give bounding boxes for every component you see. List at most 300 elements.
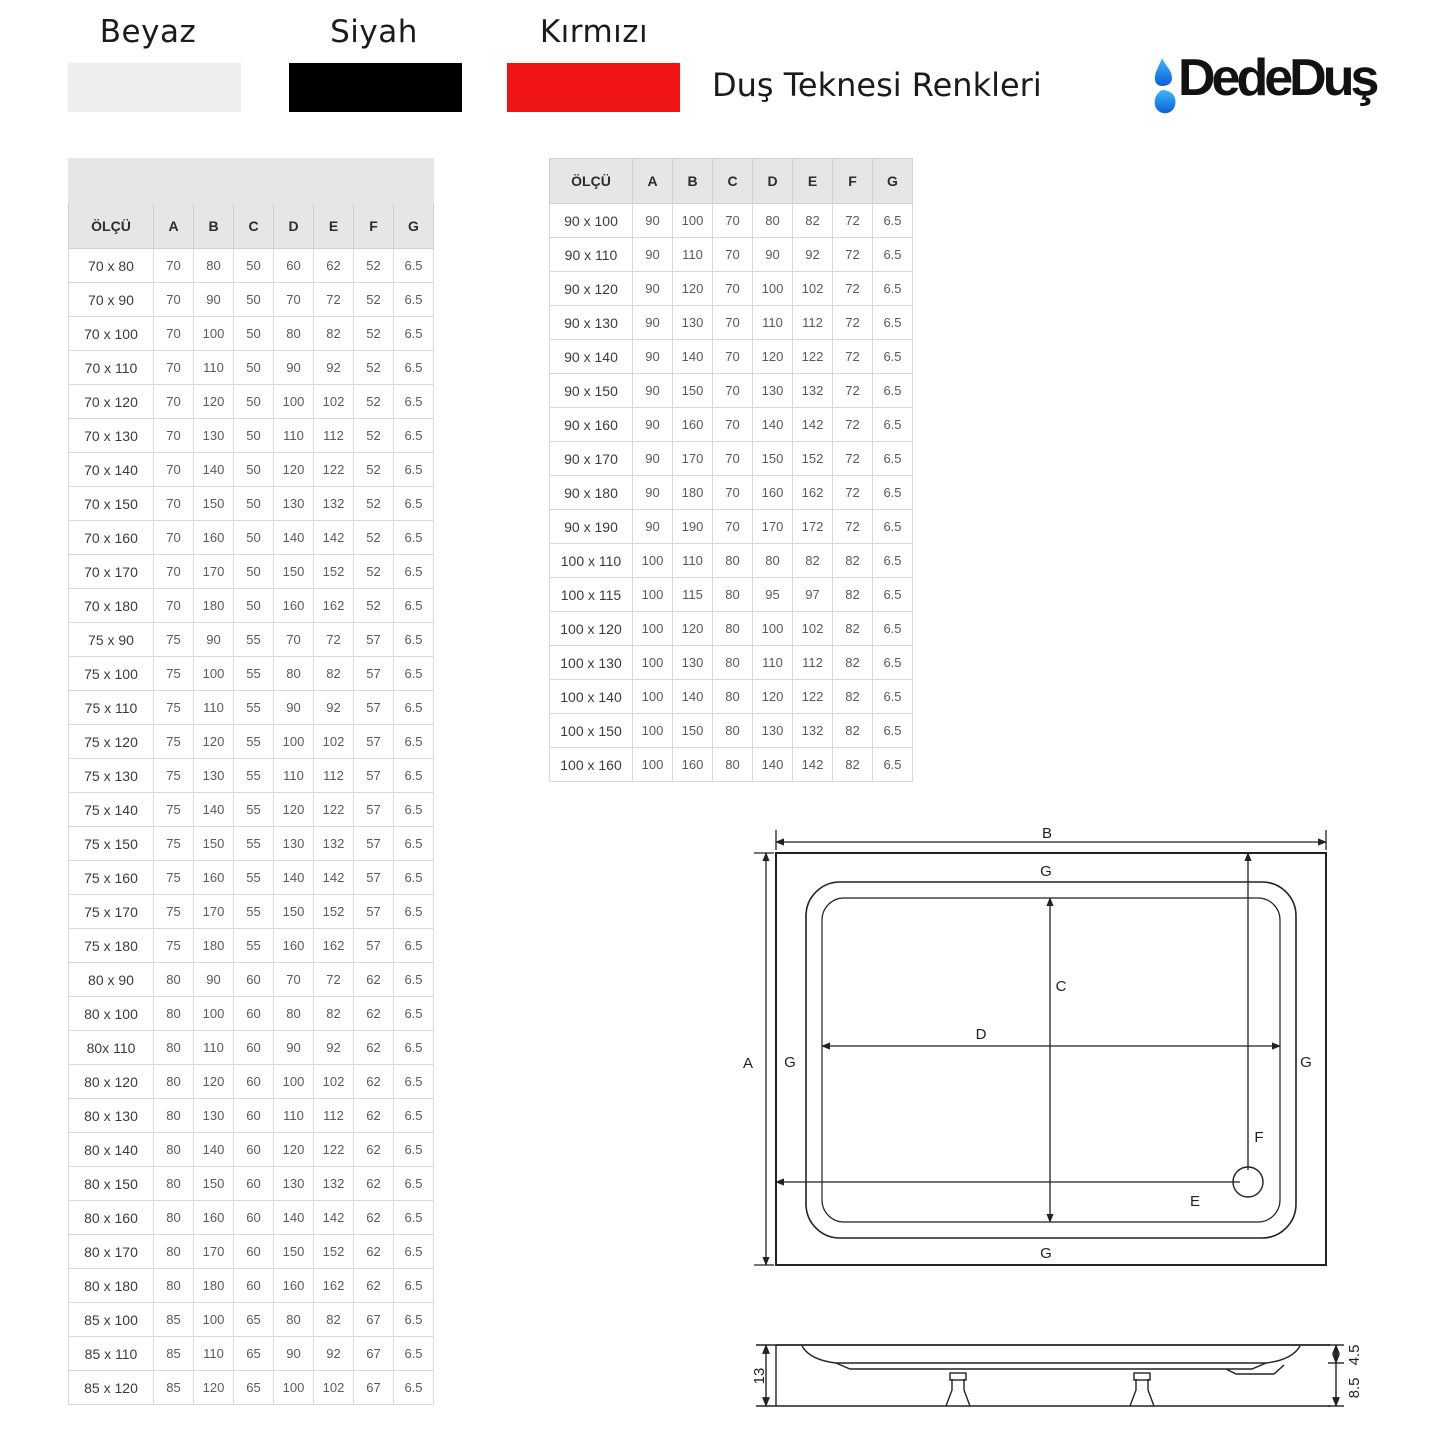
- value-cell: 152: [314, 1235, 354, 1269]
- value-cell: 80: [713, 748, 753, 782]
- table-row: [69, 1065, 434, 1099]
- value-cell: 55: [234, 759, 274, 793]
- value-cell: 6.5: [394, 623, 434, 657]
- column-header: A: [633, 159, 673, 204]
- table-row: [69, 963, 434, 997]
- value-cell: 52: [354, 453, 394, 487]
- value-cell: 60: [234, 1167, 274, 1201]
- value-cell: 100: [633, 748, 673, 782]
- value-cell: 6.5: [394, 1133, 434, 1167]
- value-cell: 6.5: [873, 646, 913, 680]
- value-cell: 6.5: [873, 544, 913, 578]
- value-cell: 92: [314, 351, 354, 385]
- size-table-right: [549, 158, 913, 782]
- value-cell: 152: [314, 895, 354, 929]
- value-cell: 92: [314, 691, 354, 725]
- value-cell: 6.5: [873, 510, 913, 544]
- value-cell: 80: [713, 680, 753, 714]
- value-cell: 52: [354, 419, 394, 453]
- table-row: [550, 544, 913, 578]
- size-cell: 90 x 110: [550, 238, 633, 272]
- value-cell: 6.5: [394, 555, 434, 589]
- value-cell: 112: [314, 759, 354, 793]
- value-cell: 57: [354, 691, 394, 725]
- value-cell: 90: [633, 374, 673, 408]
- size-cell: 70 x 120: [69, 385, 154, 419]
- value-cell: 140: [274, 521, 314, 555]
- size-cell: 70 x 170: [69, 555, 154, 589]
- value-cell: 120: [274, 453, 314, 487]
- value-cell: 57: [354, 895, 394, 929]
- value-cell: 6.5: [394, 725, 434, 759]
- value-cell: 120: [753, 340, 793, 374]
- size-cell: 70 x 150: [69, 487, 154, 521]
- value-cell: 50: [234, 249, 274, 283]
- value-cell: 70: [154, 351, 194, 385]
- value-cell: 6.5: [394, 1337, 434, 1371]
- value-cell: 170: [673, 442, 713, 476]
- value-cell: 162: [314, 1269, 354, 1303]
- value-cell: 82: [314, 657, 354, 691]
- value-cell: 90: [633, 340, 673, 374]
- value-cell: 110: [194, 351, 234, 385]
- value-cell: 180: [673, 476, 713, 510]
- value-cell: 67: [354, 1371, 394, 1405]
- value-cell: 100: [753, 612, 793, 646]
- swatch-white: [68, 63, 241, 112]
- value-cell: 80: [753, 544, 793, 578]
- value-cell: 90: [194, 963, 234, 997]
- value-cell: 82: [793, 204, 833, 238]
- size-cell: 70 x 140: [69, 453, 154, 487]
- value-cell: 82: [833, 680, 873, 714]
- value-cell: 55: [234, 793, 274, 827]
- value-cell: 140: [194, 1133, 234, 1167]
- value-cell: 6.5: [394, 793, 434, 827]
- value-cell: 80: [274, 317, 314, 351]
- value-cell: 50: [234, 419, 274, 453]
- value-cell: 110: [274, 1099, 314, 1133]
- value-cell: 72: [314, 283, 354, 317]
- column-header: G: [873, 159, 913, 204]
- value-cell: 50: [234, 589, 274, 623]
- size-cell: 85 x 100: [69, 1303, 154, 1337]
- value-cell: 75: [154, 793, 194, 827]
- table-row: [69, 249, 434, 283]
- value-cell: 6.5: [394, 317, 434, 351]
- value-cell: 80: [154, 997, 194, 1031]
- size-cell: 80 x 170: [69, 1235, 154, 1269]
- value-cell: 70: [274, 623, 314, 657]
- value-cell: 6.5: [394, 657, 434, 691]
- value-cell: 82: [314, 317, 354, 351]
- table-row: [69, 317, 434, 351]
- value-cell: 82: [314, 1303, 354, 1337]
- value-cell: 6.5: [394, 385, 434, 419]
- size-cell: 100 x 120: [550, 612, 633, 646]
- size-cell: 80 x 180: [69, 1269, 154, 1303]
- value-cell: 6.5: [394, 1269, 434, 1303]
- value-cell: 102: [314, 1371, 354, 1405]
- value-cell: 70: [713, 476, 753, 510]
- size-cell: 100 x 130: [550, 646, 633, 680]
- value-cell: 57: [354, 657, 394, 691]
- table-row: [550, 748, 913, 782]
- value-cell: 142: [314, 521, 354, 555]
- value-cell: 80: [713, 544, 753, 578]
- value-cell: 90: [274, 691, 314, 725]
- side-dim-top: 4.5: [1346, 1344, 1363, 1366]
- diagram-label-g-bottom: G: [1040, 1245, 1052, 1262]
- value-cell: 6.5: [394, 1303, 434, 1337]
- value-cell: 150: [194, 1167, 234, 1201]
- value-cell: 160: [194, 521, 234, 555]
- value-cell: 62: [314, 249, 354, 283]
- size-cell: 70 x 160: [69, 521, 154, 555]
- table-row: [69, 283, 434, 317]
- column-header: ÖLÇÜ: [550, 159, 633, 204]
- table-header-row: [69, 204, 434, 249]
- value-cell: 62: [354, 1167, 394, 1201]
- value-cell: 140: [194, 793, 234, 827]
- value-cell: 152: [793, 442, 833, 476]
- value-cell: 70: [154, 317, 194, 351]
- value-cell: 112: [314, 419, 354, 453]
- column-header: B: [194, 204, 234, 249]
- value-cell: 6.5: [394, 929, 434, 963]
- value-cell: 132: [314, 827, 354, 861]
- table-row: [69, 1167, 434, 1201]
- value-cell: 130: [274, 1167, 314, 1201]
- value-cell: 162: [314, 589, 354, 623]
- value-cell: 130: [673, 646, 713, 680]
- value-cell: 70: [713, 408, 753, 442]
- value-cell: 140: [274, 1201, 314, 1235]
- value-cell: 110: [673, 238, 713, 272]
- table-row: [69, 759, 434, 793]
- value-cell: 72: [833, 510, 873, 544]
- value-cell: 57: [354, 725, 394, 759]
- value-cell: 82: [833, 544, 873, 578]
- value-cell: 70: [154, 521, 194, 555]
- value-cell: 100: [194, 1303, 234, 1337]
- value-cell: 180: [194, 929, 234, 963]
- size-cell: 90 x 100: [550, 204, 633, 238]
- value-cell: 100: [274, 1065, 314, 1099]
- value-cell: 65: [234, 1371, 274, 1405]
- value-cell: 100: [753, 272, 793, 306]
- value-cell: 6.5: [394, 487, 434, 521]
- value-cell: 6.5: [873, 306, 913, 340]
- value-cell: 130: [194, 419, 234, 453]
- value-cell: 6.5: [394, 521, 434, 555]
- value-cell: 160: [274, 929, 314, 963]
- value-cell: 55: [234, 861, 274, 895]
- value-cell: 110: [753, 306, 793, 340]
- value-cell: 110: [673, 544, 713, 578]
- value-cell: 112: [793, 646, 833, 680]
- value-cell: 70: [274, 963, 314, 997]
- value-cell: 80: [154, 1133, 194, 1167]
- table-row: [550, 714, 913, 748]
- value-cell: 140: [194, 453, 234, 487]
- value-cell: 120: [673, 612, 713, 646]
- value-cell: 6.5: [394, 1371, 434, 1405]
- value-cell: 102: [314, 385, 354, 419]
- size-cell: 85 x 110: [69, 1337, 154, 1371]
- value-cell: 62: [354, 1235, 394, 1269]
- value-cell: 80: [274, 997, 314, 1031]
- value-cell: 90: [633, 306, 673, 340]
- value-cell: 75: [154, 895, 194, 929]
- size-cell: 75 x 110: [69, 691, 154, 725]
- value-cell: 65: [234, 1337, 274, 1371]
- value-cell: 50: [234, 521, 274, 555]
- value-cell: 160: [673, 748, 713, 782]
- page-title: Duş Teknesi Renkleri: [712, 66, 1042, 104]
- brand-logo: [1152, 49, 1382, 120]
- value-cell: 70: [154, 487, 194, 521]
- size-cell: 75 x 130: [69, 759, 154, 793]
- table-row: [550, 408, 913, 442]
- value-cell: 6.5: [394, 1099, 434, 1133]
- value-cell: 80: [713, 714, 753, 748]
- value-cell: 100: [633, 612, 673, 646]
- value-cell: 72: [314, 963, 354, 997]
- value-cell: 92: [793, 238, 833, 272]
- column-header: B: [673, 159, 713, 204]
- size-cell: 90 x 160: [550, 408, 633, 442]
- value-cell: 52: [354, 249, 394, 283]
- value-cell: 70: [274, 283, 314, 317]
- value-cell: 55: [234, 657, 274, 691]
- value-cell: 90: [274, 1031, 314, 1065]
- value-cell: 122: [793, 680, 833, 714]
- value-cell: 160: [753, 476, 793, 510]
- value-cell: 80: [154, 1031, 194, 1065]
- table-row: [69, 1201, 434, 1235]
- value-cell: 140: [274, 861, 314, 895]
- table-row: [69, 1269, 434, 1303]
- value-cell: 170: [194, 555, 234, 589]
- value-cell: 6.5: [873, 612, 913, 646]
- value-cell: 67: [354, 1337, 394, 1371]
- value-cell: 90: [633, 476, 673, 510]
- size-cell: 70 x 80: [69, 249, 154, 283]
- value-cell: 90: [633, 442, 673, 476]
- value-cell: 6.5: [394, 1201, 434, 1235]
- value-cell: 132: [793, 714, 833, 748]
- value-cell: 6.5: [394, 453, 434, 487]
- value-cell: 142: [793, 408, 833, 442]
- table-row: [69, 1303, 434, 1337]
- size-cell: 75 x 140: [69, 793, 154, 827]
- value-cell: 72: [833, 374, 873, 408]
- size-cell: 80 x 130: [69, 1099, 154, 1133]
- value-cell: 6.5: [873, 238, 913, 272]
- value-cell: 100: [194, 997, 234, 1031]
- value-cell: 75: [154, 623, 194, 657]
- column-header: A: [154, 204, 194, 249]
- size-cell: 90 x 120: [550, 272, 633, 306]
- value-cell: 140: [673, 680, 713, 714]
- column-header: ÖLÇÜ: [69, 204, 154, 249]
- table-row: [69, 1337, 434, 1371]
- value-cell: 57: [354, 929, 394, 963]
- column-header: E: [314, 204, 354, 249]
- value-cell: 62: [354, 1201, 394, 1235]
- size-cell: 100 x 115: [550, 578, 633, 612]
- value-cell: 115: [673, 578, 713, 612]
- value-cell: 100: [633, 544, 673, 578]
- value-cell: 90: [274, 1337, 314, 1371]
- value-cell: 160: [194, 861, 234, 895]
- value-cell: 82: [833, 748, 873, 782]
- value-cell: 70: [154, 283, 194, 317]
- value-cell: 110: [194, 691, 234, 725]
- value-cell: 110: [194, 1337, 234, 1371]
- value-cell: 80: [274, 1303, 314, 1337]
- value-cell: 60: [234, 1201, 274, 1235]
- value-cell: 6.5: [873, 578, 913, 612]
- value-cell: 50: [234, 487, 274, 521]
- value-cell: 72: [833, 204, 873, 238]
- value-cell: 80: [154, 1201, 194, 1235]
- value-cell: 122: [793, 340, 833, 374]
- value-cell: 90: [633, 510, 673, 544]
- value-cell: 140: [673, 340, 713, 374]
- value-cell: 85: [154, 1371, 194, 1405]
- value-cell: 130: [753, 714, 793, 748]
- value-cell: 62: [354, 1099, 394, 1133]
- value-cell: 122: [314, 453, 354, 487]
- value-cell: 80: [274, 657, 314, 691]
- value-cell: 75: [154, 759, 194, 793]
- size-cell: 85 x 120: [69, 1371, 154, 1405]
- value-cell: 70: [154, 419, 194, 453]
- value-cell: 6.5: [394, 351, 434, 385]
- value-cell: 97: [793, 578, 833, 612]
- value-cell: 82: [833, 646, 873, 680]
- value-cell: 130: [274, 487, 314, 521]
- value-cell: 75: [154, 929, 194, 963]
- table-row: [550, 646, 913, 680]
- value-cell: 82: [314, 997, 354, 1031]
- value-cell: 102: [793, 272, 833, 306]
- value-cell: 52: [354, 589, 394, 623]
- size-cell: 70 x 100: [69, 317, 154, 351]
- table-row: [69, 997, 434, 1031]
- diagram-label-g-left: G: [784, 1054, 796, 1071]
- value-cell: 6.5: [394, 249, 434, 283]
- value-cell: 100: [633, 646, 673, 680]
- value-cell: 60: [234, 1133, 274, 1167]
- value-cell: 100: [633, 714, 673, 748]
- value-cell: 150: [753, 442, 793, 476]
- column-header: G: [394, 204, 434, 249]
- value-cell: 60: [234, 1269, 274, 1303]
- value-cell: 140: [753, 408, 793, 442]
- value-cell: 112: [793, 306, 833, 340]
- value-cell: 102: [314, 1065, 354, 1099]
- diagram-label-a: A: [742, 1055, 754, 1072]
- value-cell: 6.5: [394, 1235, 434, 1269]
- value-cell: 142: [793, 748, 833, 782]
- swatch-black: [289, 63, 462, 112]
- value-cell: 110: [753, 646, 793, 680]
- value-cell: 65: [234, 1303, 274, 1337]
- value-cell: 6.5: [873, 714, 913, 748]
- value-cell: 62: [354, 997, 394, 1031]
- value-cell: 170: [753, 510, 793, 544]
- value-cell: 82: [793, 544, 833, 578]
- value-cell: 72: [833, 306, 873, 340]
- value-cell: 6.5: [394, 827, 434, 861]
- table-row: [550, 340, 913, 374]
- value-cell: 50: [234, 283, 274, 317]
- value-cell: 90: [274, 351, 314, 385]
- value-cell: 80: [194, 249, 234, 283]
- size-cell: 90 x 150: [550, 374, 633, 408]
- value-cell: 50: [234, 453, 274, 487]
- size-cell: 80 x 100: [69, 997, 154, 1031]
- column-header: F: [833, 159, 873, 204]
- value-cell: 62: [354, 1031, 394, 1065]
- value-cell: 80: [154, 963, 194, 997]
- size-cell: 80x 110: [69, 1031, 154, 1065]
- value-cell: 6.5: [873, 272, 913, 306]
- table-row: [550, 238, 913, 272]
- value-cell: 100: [633, 680, 673, 714]
- table-row: [69, 793, 434, 827]
- column-header: D: [274, 204, 314, 249]
- value-cell: 57: [354, 759, 394, 793]
- value-cell: 80: [154, 1269, 194, 1303]
- table-row: [550, 510, 913, 544]
- table-row: [69, 385, 434, 419]
- value-cell: 70: [713, 238, 753, 272]
- value-cell: 160: [274, 589, 314, 623]
- diagram-label-b: B: [1041, 825, 1053, 842]
- value-cell: 82: [833, 714, 873, 748]
- value-cell: 6.5: [394, 997, 434, 1031]
- size-cell: 90 x 170: [550, 442, 633, 476]
- value-cell: 130: [753, 374, 793, 408]
- value-cell: 52: [354, 487, 394, 521]
- value-cell: 72: [314, 623, 354, 657]
- value-cell: 6.5: [394, 861, 434, 895]
- value-cell: 82: [833, 612, 873, 646]
- value-cell: 6.5: [394, 1167, 434, 1201]
- size-cell: 80 x 90: [69, 963, 154, 997]
- value-cell: 72: [833, 442, 873, 476]
- table-row: [69, 1371, 434, 1405]
- table-row: [69, 691, 434, 725]
- value-cell: 52: [354, 317, 394, 351]
- value-cell: 150: [194, 827, 234, 861]
- value-cell: 112: [314, 1099, 354, 1133]
- value-cell: 80: [154, 1167, 194, 1201]
- diagram-label-g-top: G: [1040, 863, 1052, 880]
- table-row: [69, 1031, 434, 1065]
- value-cell: 90: [194, 623, 234, 657]
- size-cell: 75 x 120: [69, 725, 154, 759]
- value-cell: 120: [194, 1065, 234, 1099]
- value-cell: 70: [154, 555, 194, 589]
- value-cell: 52: [354, 283, 394, 317]
- value-cell: 55: [234, 929, 274, 963]
- size-cell: 70 x 130: [69, 419, 154, 453]
